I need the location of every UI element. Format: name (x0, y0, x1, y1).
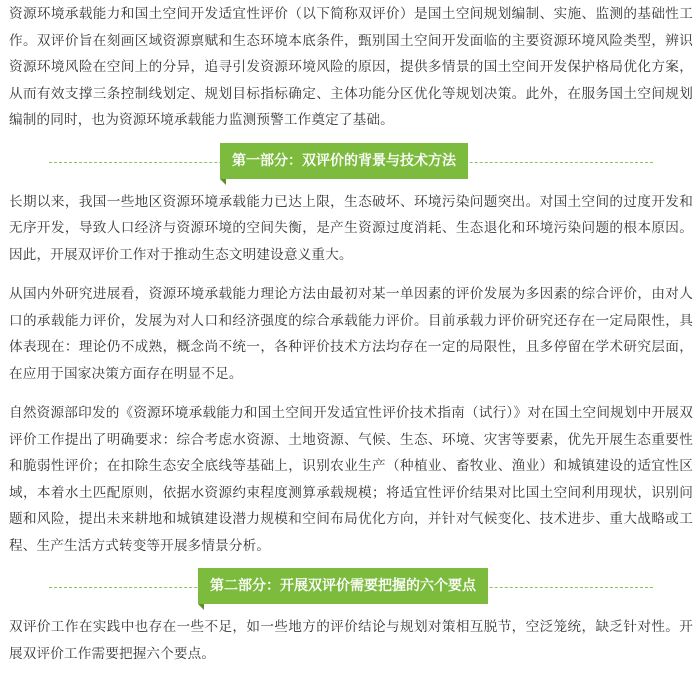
section-heading-part1 (9, 143, 693, 179)
section-heading-part2 (9, 568, 693, 604)
tag-fold-decoration (220, 179, 226, 185)
intro-paragraph: 资源环境承载能力和国土空间开发适宜性评价（以下简称双评价）是国土空间规划编制、实施、监测的基础性工作。双评价旨在刻画区域资源禀赋和生态环境本底条件，甄别国土空间开发面临的主要资源环境风险类型，辨识资源环境风险在空间上的分异，追寻引发资源环境风险的原因，提供多情景的国土空间开发保护格局优化方案，从而有效支撑三条控制线划定、规划目标指标确定、主体功能分区优化等规划决策。此外，在服务国土空间规划编制的同时，也为资源环境承载能力监测预警工作奠定了基础。 (9, 6, 693, 128)
paragraph-research-progress: 从国内外研究进展看，资源环境承载能力理论方法由最初对某一单因素的评价发展为多因素的综合评价，由对人口的承载能力评价，发展为对人口和经济强度的综合承载能力评价。目前承载力评价研究还存在一定局限性，具体表现在：理论仍不成熟，概念尚不统一，各种评价技术方法均存在一定的局限性，且多停留在学术研究层面，在应用于国家决策方面存在明显不足。 (9, 286, 693, 382)
section-title-part1 (220, 143, 468, 179)
tag-fold-decoration (198, 604, 204, 610)
section-title-text: 第二部分：开展双评价需要把握的六个要点 (210, 578, 476, 594)
paragraph-technical-guide: 自然资源部印发的《资源环境承载能力和国土空间开发适宜性评价技术指南（试行）》对在国土空间规划中开展双评价工作提出了明确要求：综合考虑水资源、土地资源、气候、生态、环境、灾害等要素，优先开展生态重要性和脆弱性评价；在扣除生态安全底线等基础上，识别农业生产（种植业、畜牧业、渔业）和城镇建设的适宜性区域，本着水土匹配原则，依据水资源约束程度测算承载规模；将适宜性评价结果对比国土空间利用现状，识别问题和风险，提出未来耕地和城镇建设潜力规模和空间布局优化方向，并针对气候变化、技术进步、重大战略或工程、生产生活方式转变等开展多情景分析。 (9, 405, 693, 554)
paragraph-six-points: 双评价工作在实践中也存在一些不足，如一些地方的评价结论与规划对策相互脱节，空泛笼统，缺乏针对性。开展双评价工作需要把握六个要点。 (9, 619, 693, 662)
section-title-part2 (198, 568, 488, 604)
section-title-text: 第一部分：双评价的背景与技术方法 (232, 152, 456, 169)
paragraph-background: 长期以来，我国一些地区资源环境承载能力已达上限，生态破坏、环境污染问题突出。对国土空间的过度开发和无序开发，导致人口经济与资源环境的空间失衡，是产生资源过度消耗、生态退化和环境污染问题的根本原因。因此，开展双评价工作对于推动生态文明建设意义重大。 (9, 193, 693, 263)
